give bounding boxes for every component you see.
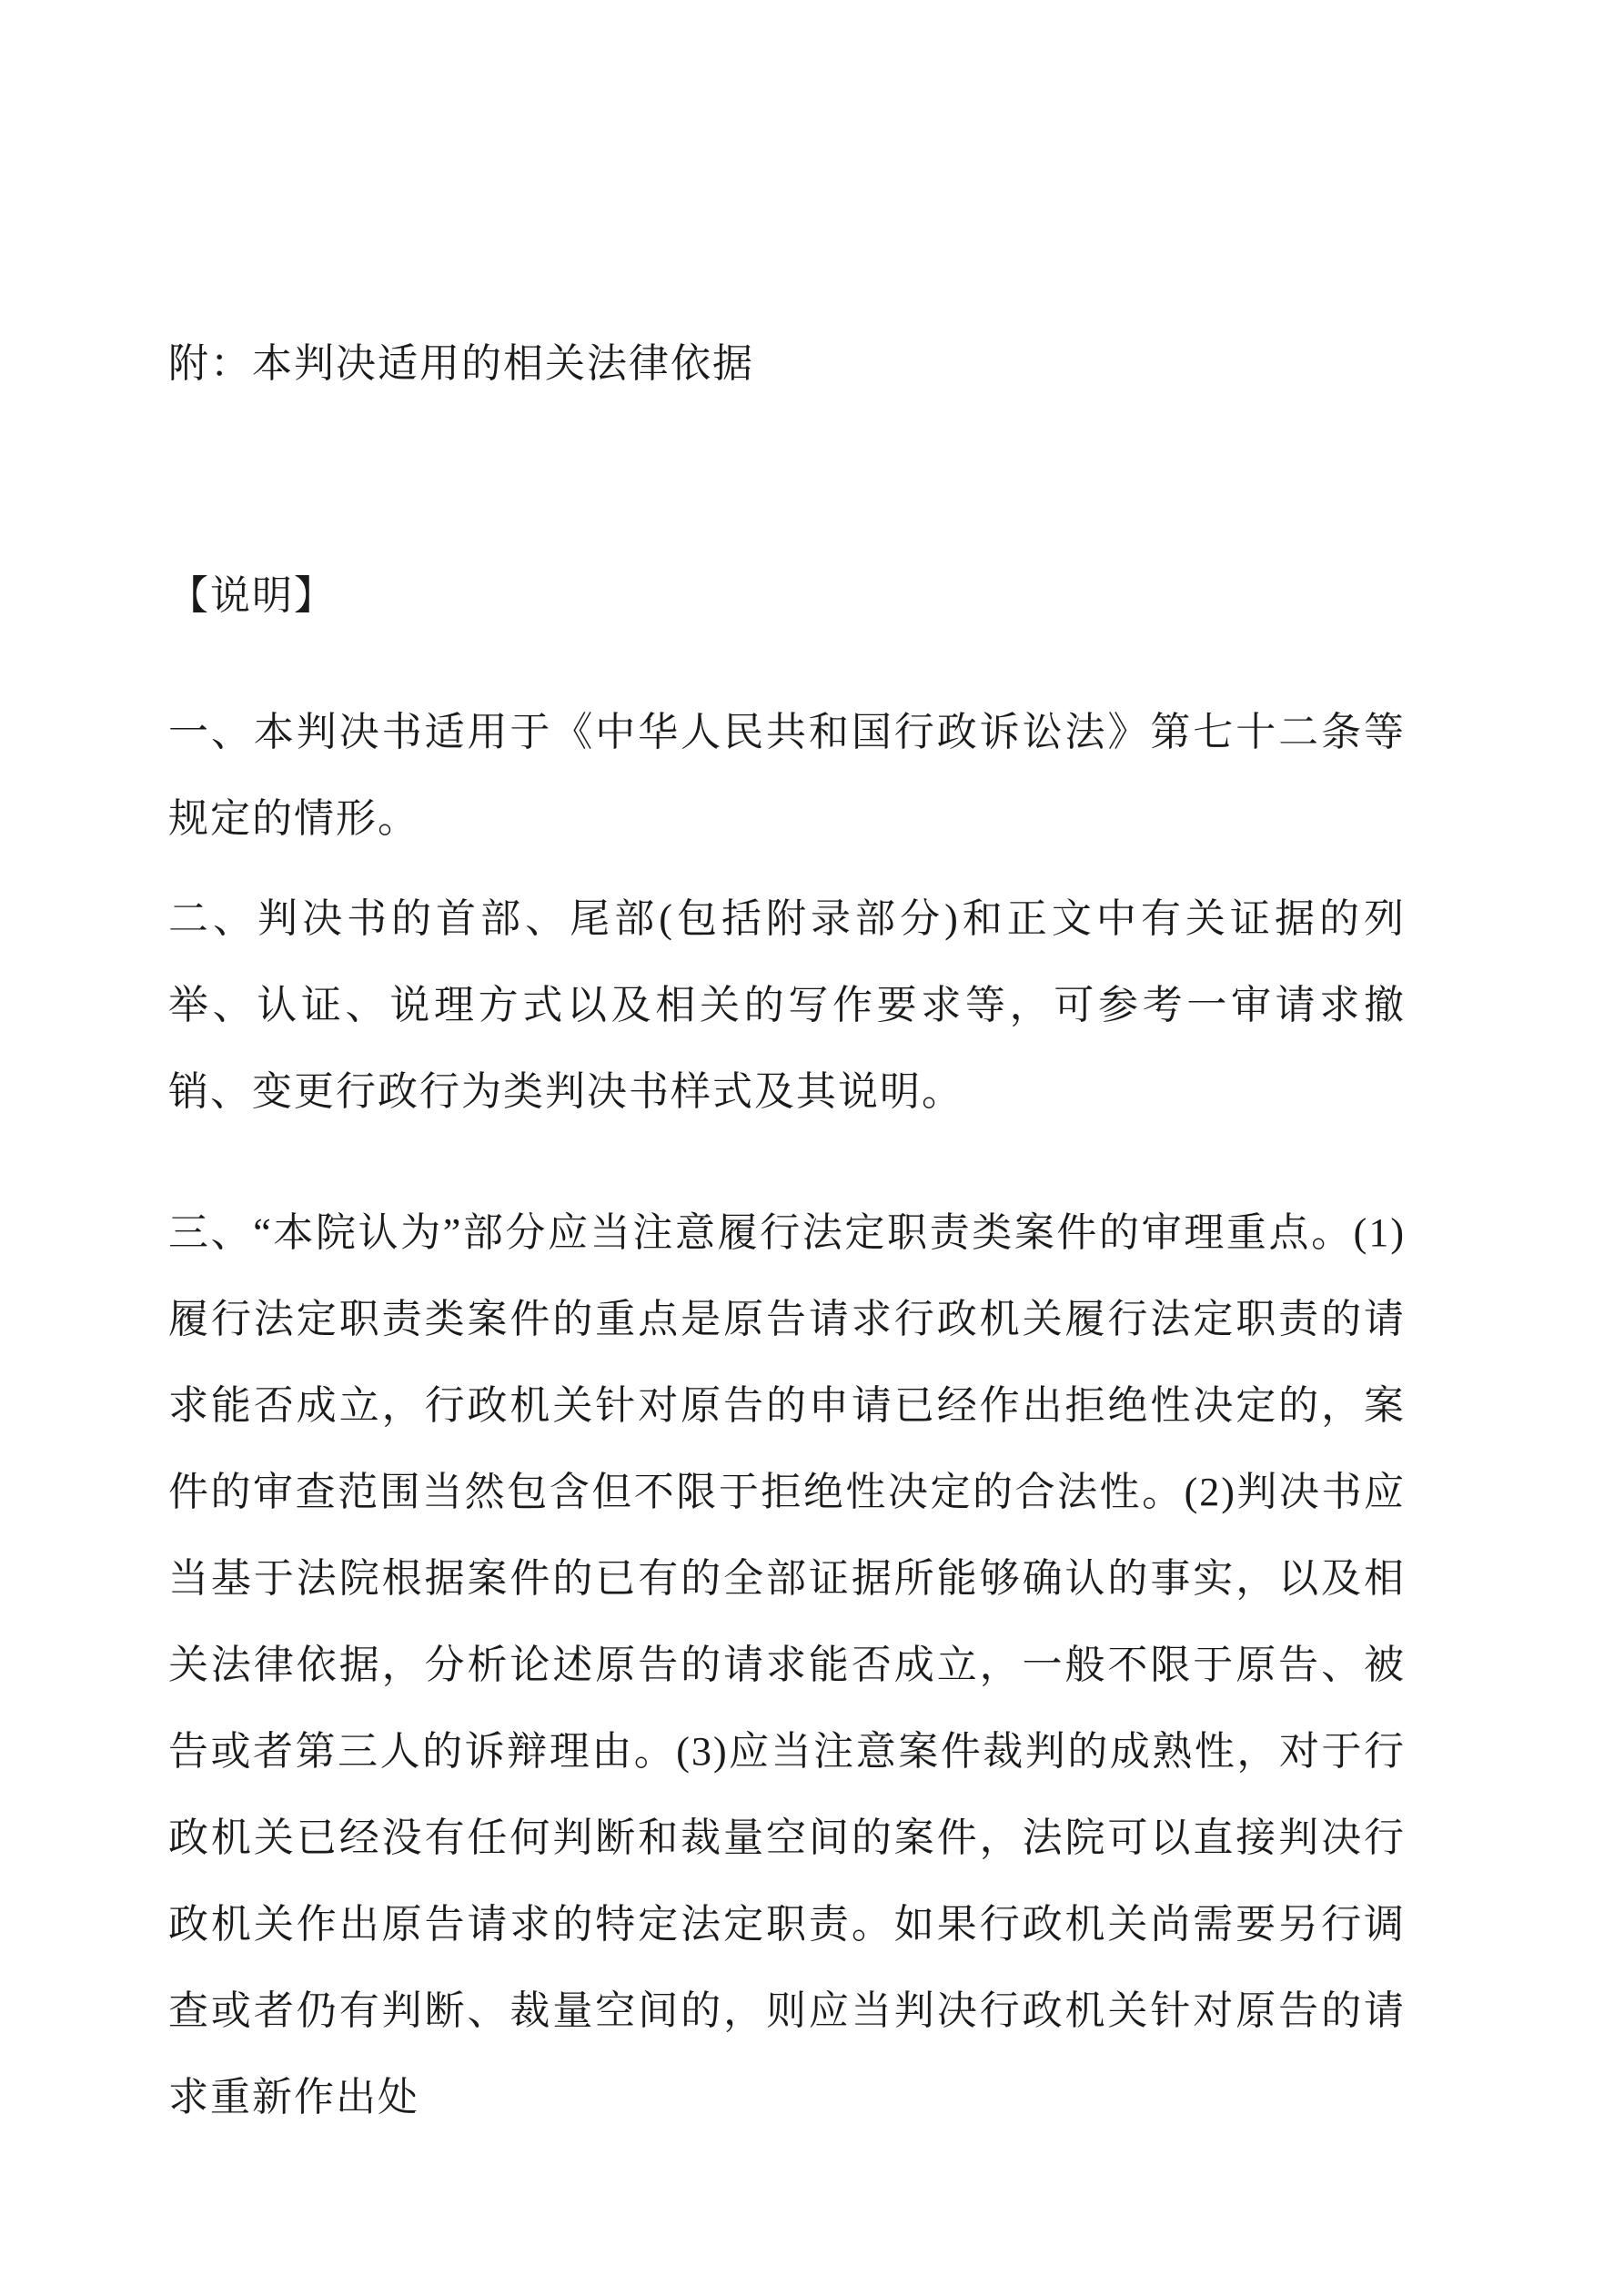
paragraph-item-2: 二、判决书的首部、尾部(包括附录部分)和正文中有关证据的列举、认证、说理方式以及相关的写作要求等，可参考一审请求撤销、变更行政行为类判决书样式及其说明。 — [168, 896, 1406, 1114]
paragraph-item-3: 三、“本院认为”部分应当注意履行法定职责类案件的审理重点。(1)履行法定职责类案件的重点是原告请求行政机关履行法定职责的请求能否成立，行政机关针对原告的申请已经作出拒绝性决定的，案件的审查范围当然包含但不限于拒绝性决定的合法性。(2)判决书应当基于法院根据案件的已有的全部证据所能够确认的事实，以及相关法律依据，分析论述原告的请求能否成立，一般不限于原告、被告或者第三人的诉辩理由。(3)应当注意案件裁判的成熟性，对于行政机关已经没有任何判断和裁量空间的案件，法院可以直接判决行政机关作出原告请求的特定法定职责。如果行政机关尚需要另行调查或者仍有判断、裁量空间的，则应当判决行政机关针对原告的请求重新作出处 — [168, 1210, 1406, 2119]
section-heading: 【说明】 — [168, 573, 336, 618]
attachment-title: 附：本判决适用的相关法律依据 — [168, 341, 754, 386]
paragraph-item-1: 一、本判决书适用于《中华人民共和国行政诉讼法》第七十二条等规定的情形。 — [168, 710, 1406, 841]
